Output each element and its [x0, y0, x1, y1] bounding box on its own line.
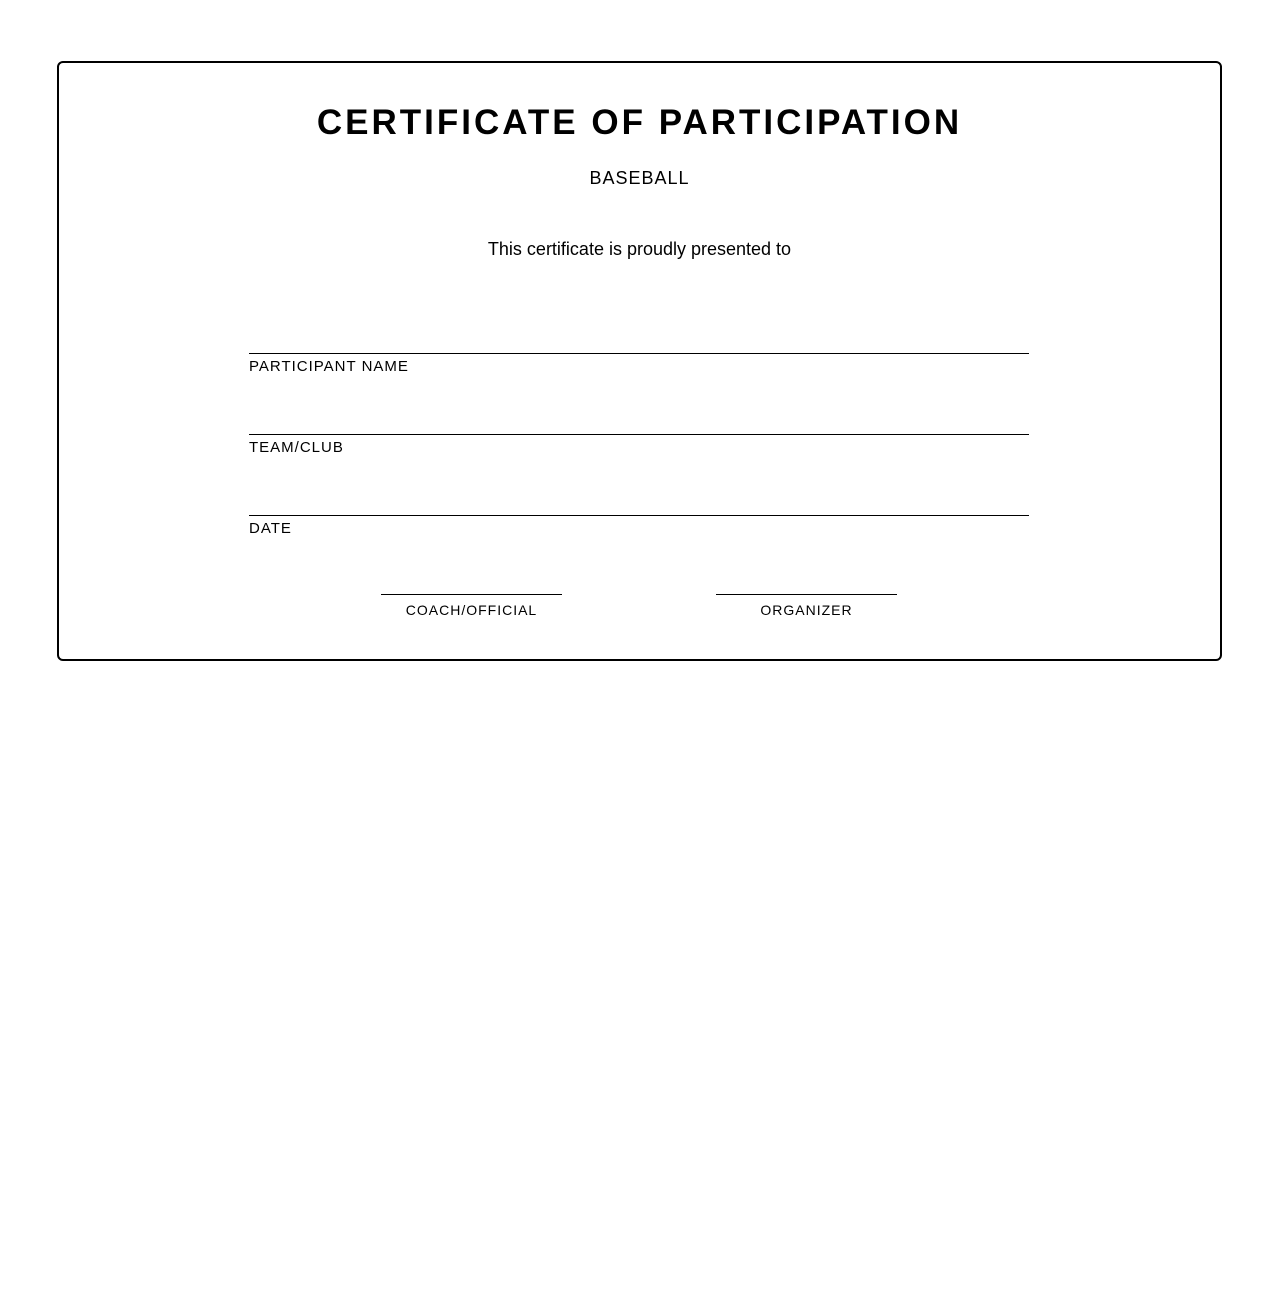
date-field [249, 515, 1029, 538]
presented-text: This certificate is proudly presented to [487, 239, 792, 259]
coach-signature [381, 594, 562, 619]
participant-name-label: PARTICIPANT NAME [249, 358, 409, 375]
team-club-label: TEAM/CLUB [249, 439, 344, 456]
team-club-line[interactable] [249, 434, 1029, 435]
certificate-subtitle: BASEBALL [589, 168, 690, 188]
certificate-title: CERTIFICATE OF PARTICIPATION [316, 103, 963, 142]
coach-signature-line[interactable] [381, 594, 562, 595]
participant-name-line[interactable] [249, 353, 1029, 354]
certificate-frame [57, 61, 1222, 661]
date-label: DATE [249, 520, 292, 537]
participant-name-field [249, 353, 1029, 376]
team-club-field [249, 434, 1029, 457]
date-line[interactable] [249, 515, 1029, 516]
coach-signature-label: COACH/OFFICIAL [405, 602, 538, 618]
organizer-signature-line[interactable] [716, 594, 897, 595]
organizer-signature [716, 594, 897, 619]
organizer-signature-label: ORGANIZER [760, 602, 853, 618]
